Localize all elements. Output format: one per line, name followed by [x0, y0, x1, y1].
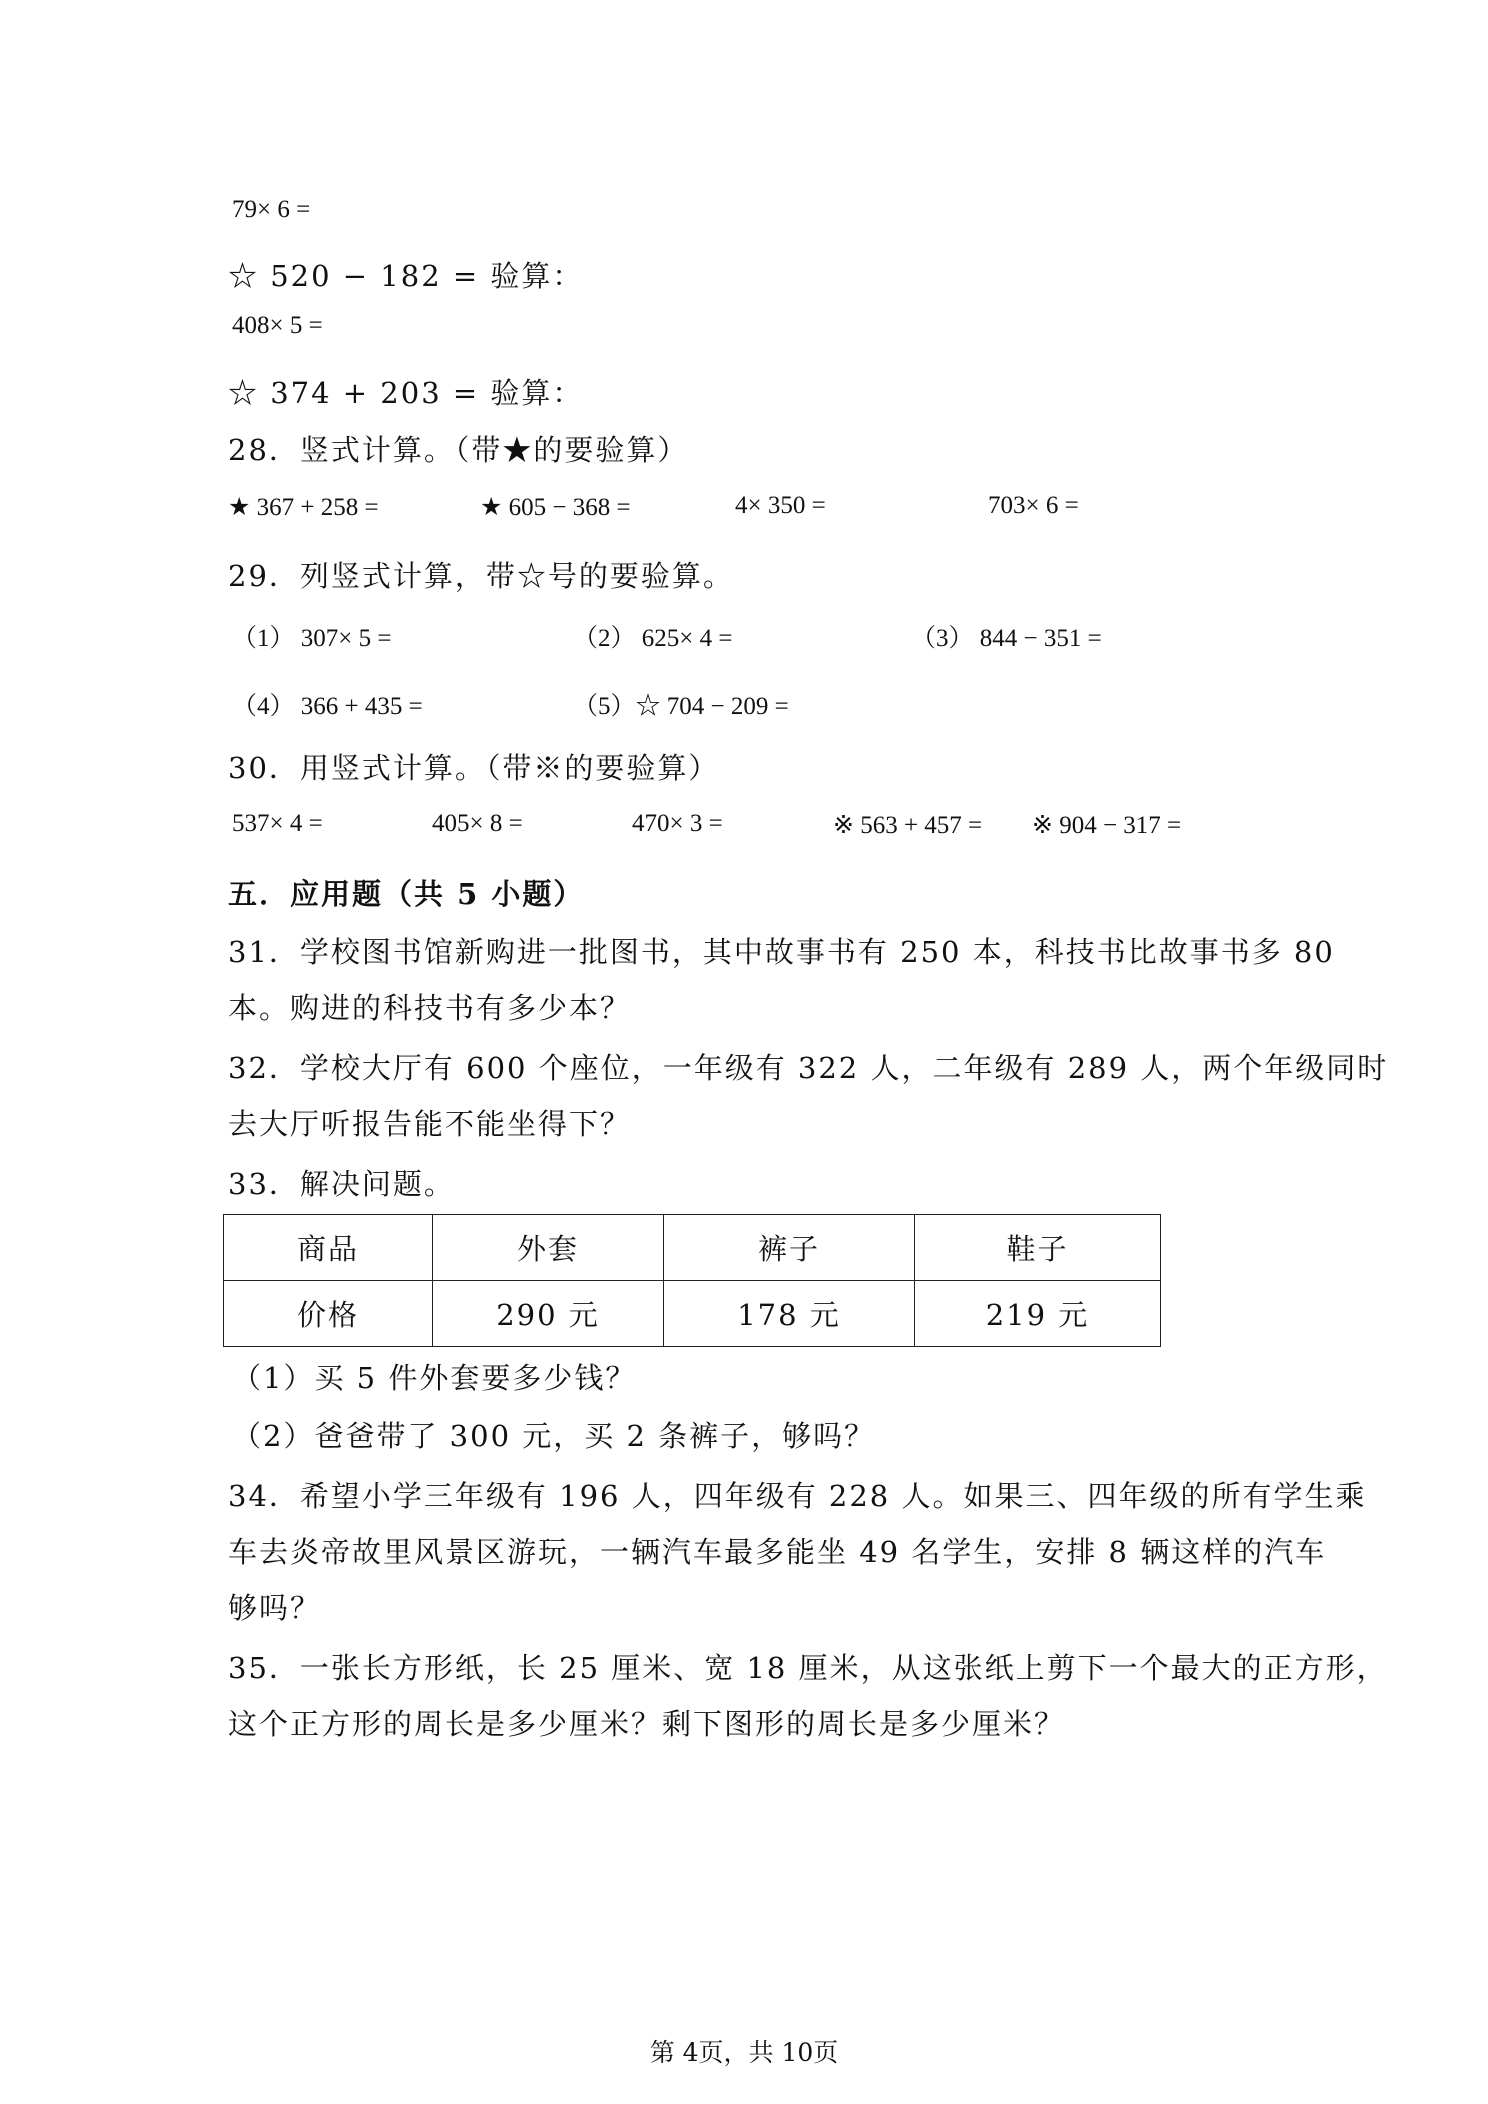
q29-item-2: （2） 625× 4 = — [573, 625, 733, 652]
q30-item-5: ※ 904 − 317 = — [1032, 812, 1182, 839]
table-cell: 290 元 — [433, 1281, 664, 1347]
q35-line-2: 这个正方形的周长是多少厘米？剩下图形的周长是多少厘米？ — [228, 1707, 1066, 1741]
table-cell: 外套 — [433, 1215, 664, 1281]
q33-sub-1: （1）买 5 件外套要多少钱？ — [232, 1361, 637, 1395]
calc-79x6: 79× 6 = — [232, 196, 311, 223]
table-cell: 178 元 — [664, 1281, 915, 1347]
page-footer: 第 4页，共 10页 — [649, 2038, 839, 2067]
calc-408x5: 408× 5 = — [232, 312, 323, 339]
q30-title: 30．用竖式计算。（带※的要验算） — [228, 751, 720, 785]
q34-line-2: 车去炎帝故里风景区游玩，一辆汽车最多能坐 49 名学生，安排 8 辆这样的汽车 — [228, 1535, 1327, 1569]
q28-item-1: ★ 367 + 258 = — [228, 494, 379, 521]
calc-374+203: ☆ 374 + 203 = 验算： — [228, 376, 584, 410]
q30-item-1: 537× 4 = — [232, 810, 323, 837]
price-table — [223, 1214, 1161, 1347]
q28-item-4: 703× 6 = — [988, 492, 1079, 519]
q29-item-1: （1） 307× 5 = — [232, 625, 392, 652]
q30-item-3: 470× 3 = — [632, 810, 723, 837]
q35-line-1: 35．一张长方形纸，长 25 厘米、宽 18 厘米，从这张纸上剪下一个最大的正方形， — [228, 1651, 1388, 1685]
table-row — [224, 1281, 1161, 1347]
q34-line-3: 够吗？ — [228, 1591, 322, 1625]
section-5-title: 五．应用题（共 5 小题） — [228, 877, 585, 911]
table-cell: 价格 — [224, 1281, 433, 1347]
q29-title: 29．列竖式计算，带☆号的要验算。 — [228, 559, 734, 593]
q28-title: 28．竖式计算。（带★的要验算） — [228, 433, 689, 467]
q32-line-2: 去大厅听报告能不能坐得下？ — [228, 1107, 632, 1141]
calc-520-182: ☆ 520 − 182 = 验算： — [228, 259, 584, 293]
table-cell: 裤子 — [664, 1215, 915, 1281]
q29-item-4: （4） 366 + 435 = — [232, 693, 423, 720]
q33-sub-2: （2）爸爸带了 300 元，买 2 条裤子，够吗？ — [232, 1419, 876, 1453]
q30-item-4: ※ 563 + 457 = — [833, 812, 983, 839]
table-cell: 219 元 — [915, 1281, 1161, 1347]
table-cell: 商品 — [224, 1215, 433, 1281]
q31-line-1: 31．学校图书馆新购进一批图书，其中故事书有 250 本，科技书比故事书多 80 — [228, 935, 1335, 969]
table-cell: 鞋子 — [915, 1215, 1161, 1281]
q33-title: 33．解决问题。 — [228, 1167, 455, 1201]
q29-item-3: （3） 844 − 351 = — [911, 625, 1102, 652]
q30-item-2: 405× 8 = — [432, 810, 523, 837]
q28-item-3: 4× 350 = — [735, 492, 826, 519]
q31-line-2: 本。购进的科技书有多少本？ — [228, 991, 632, 1025]
q34-line-1: 34．希望小学三年级有 196 人，四年级有 228 人。如果三、四年级的所有学生乘 — [228, 1479, 1367, 1513]
q28-item-2: ★ 605 − 368 = — [480, 494, 631, 521]
q32-line-1: 32．学校大厅有 600 个座位，一年级有 322 人，二年级有 289 人，两个年级同时 — [228, 1051, 1389, 1085]
q29-item-5: （5）☆ 704 − 209 = — [573, 693, 789, 720]
table-header-row — [224, 1215, 1161, 1281]
